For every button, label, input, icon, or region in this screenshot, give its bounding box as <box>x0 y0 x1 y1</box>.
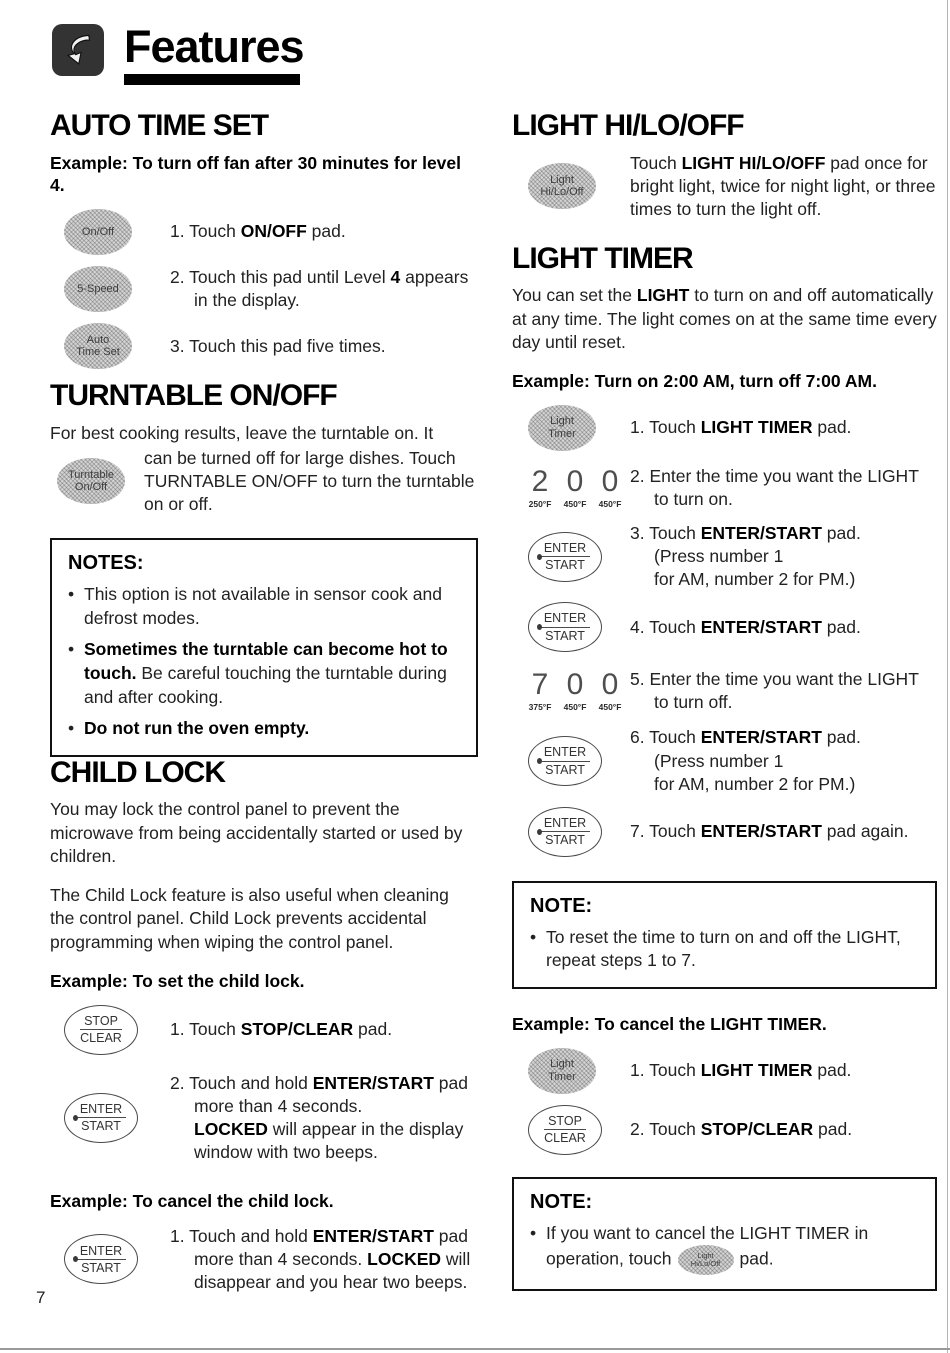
key-digit: 0 <box>601 464 619 498</box>
section-heading-light-timer: LIGHT TIMER <box>512 241 693 275</box>
pad-column <box>50 1093 170 1143</box>
bullet-glyph: • <box>68 718 75 739</box>
step-text-part: 3. Touch <box>630 523 701 544</box>
light-timer-pad <box>528 1048 596 1094</box>
pad-stack <box>540 816 590 848</box>
step-text-part: will appear in the display window with two beeps. <box>194 1118 464 1162</box>
page-title: Features <box>124 21 304 72</box>
pad-column <box>512 1048 630 1094</box>
step-text-part: 4. Touch <box>630 616 701 637</box>
step-text-part: pad. <box>821 523 861 544</box>
step-row <box>512 668 937 714</box>
pad-label: CLEAR <box>544 1131 586 1146</box>
pad-label <box>691 1252 720 1269</box>
note-text <box>84 638 460 709</box>
step-text <box>630 616 861 639</box>
number-keys-700 <box>528 670 622 712</box>
step-text-bold: ENTER/START <box>700 616 822 637</box>
step-text-part: 1. Touch <box>170 1019 241 1040</box>
step-row <box>512 152 937 221</box>
step-text-bold: LOCKED <box>367 1248 442 1269</box>
step-text-part: pad. <box>821 616 861 637</box>
bullet-glyph: • <box>530 926 537 947</box>
step-row <box>512 602 937 652</box>
light-hi-lo-off-pad <box>528 163 596 209</box>
note-text-part: Be careful touching the turntable during and after cooking. <box>84 662 447 707</box>
step-text <box>170 1225 478 1294</box>
pad-label: Timer <box>548 1070 576 1083</box>
key-temp-label: 450°F <box>598 498 622 509</box>
step-text <box>170 335 386 358</box>
step-text-part: pad. <box>306 221 346 242</box>
step-text <box>630 416 851 439</box>
note-item <box>530 1222 919 1276</box>
step-text <box>630 726 861 795</box>
key-temp-label: 375°F <box>528 702 552 713</box>
section-heading-auto-time-set: AUTO TIME SET <box>50 109 269 142</box>
key-digit: 0 <box>566 668 584 702</box>
step-text-part: will disappear and you hear two beeps. <box>194 1248 471 1292</box>
pad-label: Hi/Lo/Off <box>690 1259 721 1269</box>
step-text-part: 2. Enter the time you want the LIGHT to turn on. <box>630 465 919 509</box>
pad-column <box>50 1005 170 1055</box>
note-text <box>84 717 309 741</box>
step-text-part: 2. Touch and hold <box>170 1072 313 1093</box>
pad-column <box>512 532 630 582</box>
page-edge-right <box>947 0 948 1353</box>
step-text-bold: ENTER/START <box>700 727 822 748</box>
pad-column <box>512 163 630 209</box>
step-text-part: Touch <box>630 152 682 173</box>
enter-start-pad <box>528 736 602 786</box>
step-text-part: (Press number 1 <box>654 750 784 771</box>
note-heading: NOTE: <box>530 894 593 917</box>
step-text <box>630 820 909 843</box>
pad-column <box>512 736 630 786</box>
step-text-part: pad. <box>353 1019 393 1040</box>
bullet-glyph: • <box>68 639 75 660</box>
pad-column <box>512 1105 630 1155</box>
example-auto-time-set: Example: To turn off fan after 30 minutes for level 4. <box>50 152 462 196</box>
step-text <box>170 1018 392 1041</box>
key-temp-label: 450°F <box>563 498 587 509</box>
pad-label: On/Off <box>81 225 115 238</box>
pad-column <box>512 464 630 509</box>
step-text-part: pad more than 4 seconds. <box>194 1072 468 1116</box>
auto-time-set-pad <box>64 323 132 369</box>
intro-bold: LIGHT <box>636 285 690 306</box>
step-text-part: pad more than 4 seconds. <box>194 1225 468 1269</box>
step-text-bold: LIGHT HI/LO/OFF <box>681 152 826 173</box>
step-text-part: 2. Touch this pad until Level <box>170 267 391 287</box>
step-text-bold: ENTER/START <box>700 821 822 842</box>
step-text <box>170 266 478 312</box>
key-digit: 0 <box>566 464 584 498</box>
step-text-part: appears in the display. <box>194 267 469 311</box>
section-heading-turntable: TURNTABLE ON/OFF <box>50 379 337 413</box>
enter-start-pad <box>64 1234 138 1284</box>
pad-column <box>50 458 132 504</box>
pad-label: STOP <box>80 1014 122 1030</box>
child-lock-para1: You may lock the control panel to prevent the microwave from being accidentally started or used by children. <box>50 799 463 866</box>
pad-label: STOP <box>544 1114 586 1130</box>
step-text-bold: ENTER/START <box>700 523 822 544</box>
step-text-part: pad. <box>812 417 852 438</box>
step-text-bold: ON/OFF <box>240 221 307 242</box>
step-text-bold: LIGHT TIMER <box>700 1060 813 1081</box>
bullet-glyph: • <box>530 1222 537 1243</box>
pad-label: Light <box>697 1250 714 1260</box>
step-text-bold: 4 <box>390 267 401 287</box>
pad-stack <box>540 745 590 777</box>
note-item <box>68 583 460 630</box>
pad-column <box>512 807 630 857</box>
step-text-part: 1. Touch <box>170 221 241 242</box>
step-row <box>512 807 937 857</box>
step-row <box>512 1048 937 1094</box>
child-lock-para2: The Child Lock feature is also useful when cleaning the control panel. Child Lock prevents accidental programming when wiping the control panel. <box>50 885 449 952</box>
step-text-part: pad. <box>821 727 861 748</box>
pad-label: 5-Speed <box>77 282 119 295</box>
pad-label: Light <box>550 1058 574 1071</box>
pad-stack <box>544 1114 586 1146</box>
step-text <box>630 465 937 511</box>
step-row <box>50 1072 478 1164</box>
pad-label: ENTER <box>76 1102 126 1118</box>
on-off-pad <box>64 209 132 255</box>
step-row <box>512 726 937 795</box>
enter-start-pad <box>528 532 602 582</box>
pad-label: ENTER <box>76 1244 126 1260</box>
step-text-part: for AM, number 2 for PM.) <box>654 773 856 794</box>
pad-label: ENTER <box>540 745 590 761</box>
pad-label: START <box>545 628 585 643</box>
step-row <box>512 405 937 451</box>
step-text <box>170 220 346 243</box>
step-text <box>630 1059 851 1082</box>
key-temp-label: 450°F <box>563 702 587 713</box>
notes-heading: NOTES: <box>68 552 144 575</box>
light-hi-lo-off-pad-inline <box>678 1245 734 1275</box>
step-row <box>512 1105 937 1155</box>
note-item <box>530 926 919 973</box>
light-timer-pad <box>528 405 596 451</box>
step-text-part: pad. <box>812 1060 852 1081</box>
step-text <box>630 668 937 714</box>
enter-start-pad <box>528 602 602 652</box>
pad-label: START <box>81 1119 121 1134</box>
note-text-bold: Sometimes the turntable can become hot to touch. <box>84 639 448 683</box>
note-text: To reset the time to turn on and off the LIGHT, repeat steps 1 to 7. <box>546 926 901 971</box>
number-keys-200 <box>528 464 622 509</box>
pad-label: ENTER <box>540 541 590 557</box>
pad-column <box>50 266 170 312</box>
title-underline <box>124 74 300 85</box>
intro-part: You can set the <box>512 285 637 306</box>
note-text-part: If you want to cancel the LIGHT TIMER in operation, touch <box>546 1222 869 1270</box>
step-text-bold: ENTER/START <box>312 1072 434 1093</box>
start-dot-icon <box>537 554 542 560</box>
turntable-line1: For best cooking results, leave the turntable on. It <box>50 422 434 443</box>
step-text <box>630 522 861 591</box>
step-text <box>630 152 937 221</box>
note-text: This option is not available in sensor cook and defrost modes. <box>84 584 442 628</box>
pad-label: Turntable <box>67 468 115 481</box>
enter-start-pad <box>528 807 602 857</box>
pad-stack <box>540 611 590 643</box>
pad-column <box>512 602 630 652</box>
pad-label: Hi/Lo/Off <box>540 186 584 199</box>
pad-label: Auto <box>86 333 110 346</box>
step-text-part: for AM, number 2 for PM.) <box>654 569 856 590</box>
step-row <box>512 522 937 591</box>
turntable-row <box>50 447 478 516</box>
page-header <box>52 21 304 85</box>
step-text-part: 2. Touch <box>630 1119 701 1140</box>
step-text-part: 1. Touch <box>630 1060 701 1081</box>
pad-stack <box>540 541 590 573</box>
bullet-glyph: • <box>68 584 75 605</box>
note-text <box>546 1222 919 1276</box>
note-box-cancel <box>512 1177 937 1292</box>
step-text-part: 1. Touch and hold <box>170 1225 313 1246</box>
page-number: 7 <box>36 1288 46 1307</box>
key-temp-label: 250°F <box>528 498 552 509</box>
pad-column <box>50 1234 170 1284</box>
section-heading-light-hi-lo-off: LIGHT HI/LO/OFF <box>512 109 744 142</box>
example-set-child-lock: Example: To set the child lock. <box>50 970 305 991</box>
pad-label: Time Set <box>76 346 120 359</box>
pad-label: START <box>545 558 585 573</box>
step-text-part: 1. Touch <box>630 417 701 438</box>
step-row <box>512 465 937 511</box>
step-text-bold: STOP/CLEAR <box>240 1019 354 1040</box>
enter-start-pad <box>64 1093 138 1143</box>
pad-label: CLEAR <box>80 1031 122 1046</box>
key-digit: 7 <box>531 668 549 702</box>
pad-label: Light <box>550 173 574 186</box>
step-text-part: pad again. <box>821 821 909 842</box>
left-column <box>50 110 478 1305</box>
step-text-part: pad once for bright light, twice for night light, or three times to turn the light off. <box>630 152 936 219</box>
stop-clear-pad <box>528 1105 602 1155</box>
step-row <box>50 209 478 255</box>
step-text-part: 6. Touch <box>630 727 701 748</box>
pad-column <box>512 405 630 451</box>
note-box-reset <box>512 881 937 989</box>
step-row <box>50 266 478 312</box>
intro-part: to turn on and off automatically at any time. The light comes on at the same time every day until reset. <box>512 285 937 352</box>
pad-stack <box>80 1014 122 1046</box>
pad-label: ENTER <box>540 611 590 627</box>
pad-column <box>50 209 170 255</box>
example-cancel-child-lock: Example: To cancel the child lock. <box>50 1191 334 1212</box>
pad-label: Light <box>550 415 574 428</box>
step-text-part: 5. Enter the time you want the LIGHT to turn off. <box>630 669 919 713</box>
turntable-on-off-pad <box>57 458 125 504</box>
step-text-bold: LOCKED <box>194 1118 268 1139</box>
number-key <box>563 670 587 712</box>
key-temp-label: 450°F <box>598 702 622 713</box>
pad-stack <box>76 1244 126 1276</box>
curved-arrow-icon <box>52 24 104 76</box>
notes-box <box>50 538 478 757</box>
note-text-part: pad. <box>739 1249 774 1270</box>
number-key <box>528 464 552 509</box>
example-light-timer: Example: Turn on 2:00 AM, turn off 7:00 AM. <box>512 371 877 392</box>
step-text-part: pad. <box>813 1119 853 1140</box>
step-row <box>50 1225 478 1294</box>
start-dot-icon <box>537 829 542 835</box>
pad-label: On/Off <box>74 481 108 494</box>
pad-column <box>512 670 630 712</box>
pad-label: ENTER <box>540 816 590 832</box>
step-text-bold: STOP/CLEAR <box>700 1119 814 1140</box>
step-row <box>50 323 478 369</box>
step-text-part: 7. Touch <box>630 821 701 842</box>
pad-label: Timer <box>548 427 576 440</box>
step-row <box>50 1005 478 1055</box>
section-heading-child-lock: CHILD LOCK <box>50 755 225 789</box>
pad-label: START <box>545 762 585 777</box>
number-key <box>528 670 552 712</box>
pad-stack <box>76 1102 126 1134</box>
step-text-bold: LIGHT TIMER <box>700 417 813 438</box>
light-timer-intro <box>512 284 937 354</box>
step-text <box>630 1118 852 1141</box>
step-text-part: (Press number 1 <box>654 546 784 567</box>
key-digit: 0 <box>601 668 619 702</box>
five-speed-pad <box>64 266 132 312</box>
start-dot-icon <box>73 1115 78 1121</box>
step-text-bold: ENTER/START <box>312 1225 434 1246</box>
turntable-body: can be turned off for large dishes. Touch TURNTABLE ON/OFF to turn the turntable on or off. <box>144 447 475 514</box>
number-key <box>598 670 622 712</box>
number-key <box>598 464 622 509</box>
number-key <box>563 464 587 509</box>
pad-column <box>50 323 170 369</box>
note-text-bold: Do not run the oven empty. <box>84 718 310 739</box>
example-cancel-light-timer: Example: To cancel the LIGHT TIMER. <box>512 1014 827 1035</box>
page-edge-bottom <box>0 1348 950 1350</box>
note-heading: NOTE: <box>530 1190 593 1213</box>
pad-label: START <box>81 1260 121 1275</box>
stop-clear-pad <box>64 1005 138 1055</box>
right-column <box>512 110 937 1291</box>
key-digit: 2 <box>531 464 549 498</box>
note-item <box>68 638 460 709</box>
pad-label: START <box>545 833 585 848</box>
step-text <box>170 1072 478 1164</box>
step-text-part: 3. Touch this pad five times. <box>170 335 386 356</box>
note-item <box>68 717 460 741</box>
